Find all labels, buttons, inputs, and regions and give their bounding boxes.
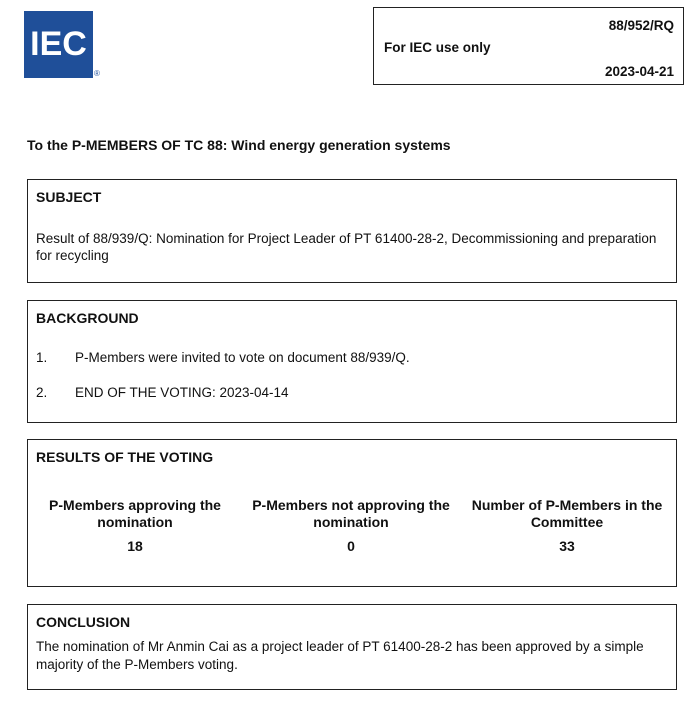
results-heading: RESULTS OF THE VOTING (36, 449, 214, 465)
list-item (36, 350, 410, 365)
document-date: 2023-04-21 (604, 64, 674, 79)
list-item-text: END OF THE VOTING: 2023-04-14 (75, 385, 289, 400)
results-section (27, 439, 677, 587)
result-not-approving (246, 497, 456, 555)
subject-heading: SUBJECT (36, 189, 102, 205)
result-label: Number of P-Members in the Committee (471, 497, 663, 530)
result-approving (30, 497, 240, 555)
registered-mark: ® (94, 69, 100, 78)
result-label: P-Members not approving the nomination (252, 497, 450, 530)
result-value: 0 (347, 538, 355, 554)
addressee-line: To the P-MEMBERS OF TC 88: Wind energy generation systems (27, 137, 451, 153)
result-value: 33 (559, 538, 575, 554)
result-label: P-Members approving the nomination (49, 497, 221, 530)
iec-use-box (373, 7, 684, 85)
result-committee-count (462, 497, 672, 555)
result-value: 18 (127, 538, 143, 554)
list-item-text: P-Members were invited to vote on document 88/939/Q. (75, 350, 410, 365)
list-item-number: 1. (36, 350, 48, 365)
conclusion-text: The nomination of Mr Anmin Cai as a project leader of PT 61400-28-2 has been approved by a simple majority of the P-Members voting. (36, 639, 644, 672)
subject-text: Result of 88/939/Q: Nomination for Project Leader of PT 61400-28-2, Decommissioning and preparation for recycling (36, 231, 657, 263)
conclusion-section (27, 604, 677, 690)
background-heading: BACKGROUND (36, 310, 139, 326)
conclusion-heading: CONCLUSION (36, 614, 131, 630)
list-item-number: 2. (36, 385, 48, 400)
iec-logo: IEC (24, 11, 93, 78)
background-section (27, 300, 677, 423)
subject-section (27, 179, 677, 283)
document-reference: 88/952/RQ (608, 18, 674, 33)
use-label: For IEC use only (384, 40, 491, 55)
list-item (36, 385, 289, 400)
